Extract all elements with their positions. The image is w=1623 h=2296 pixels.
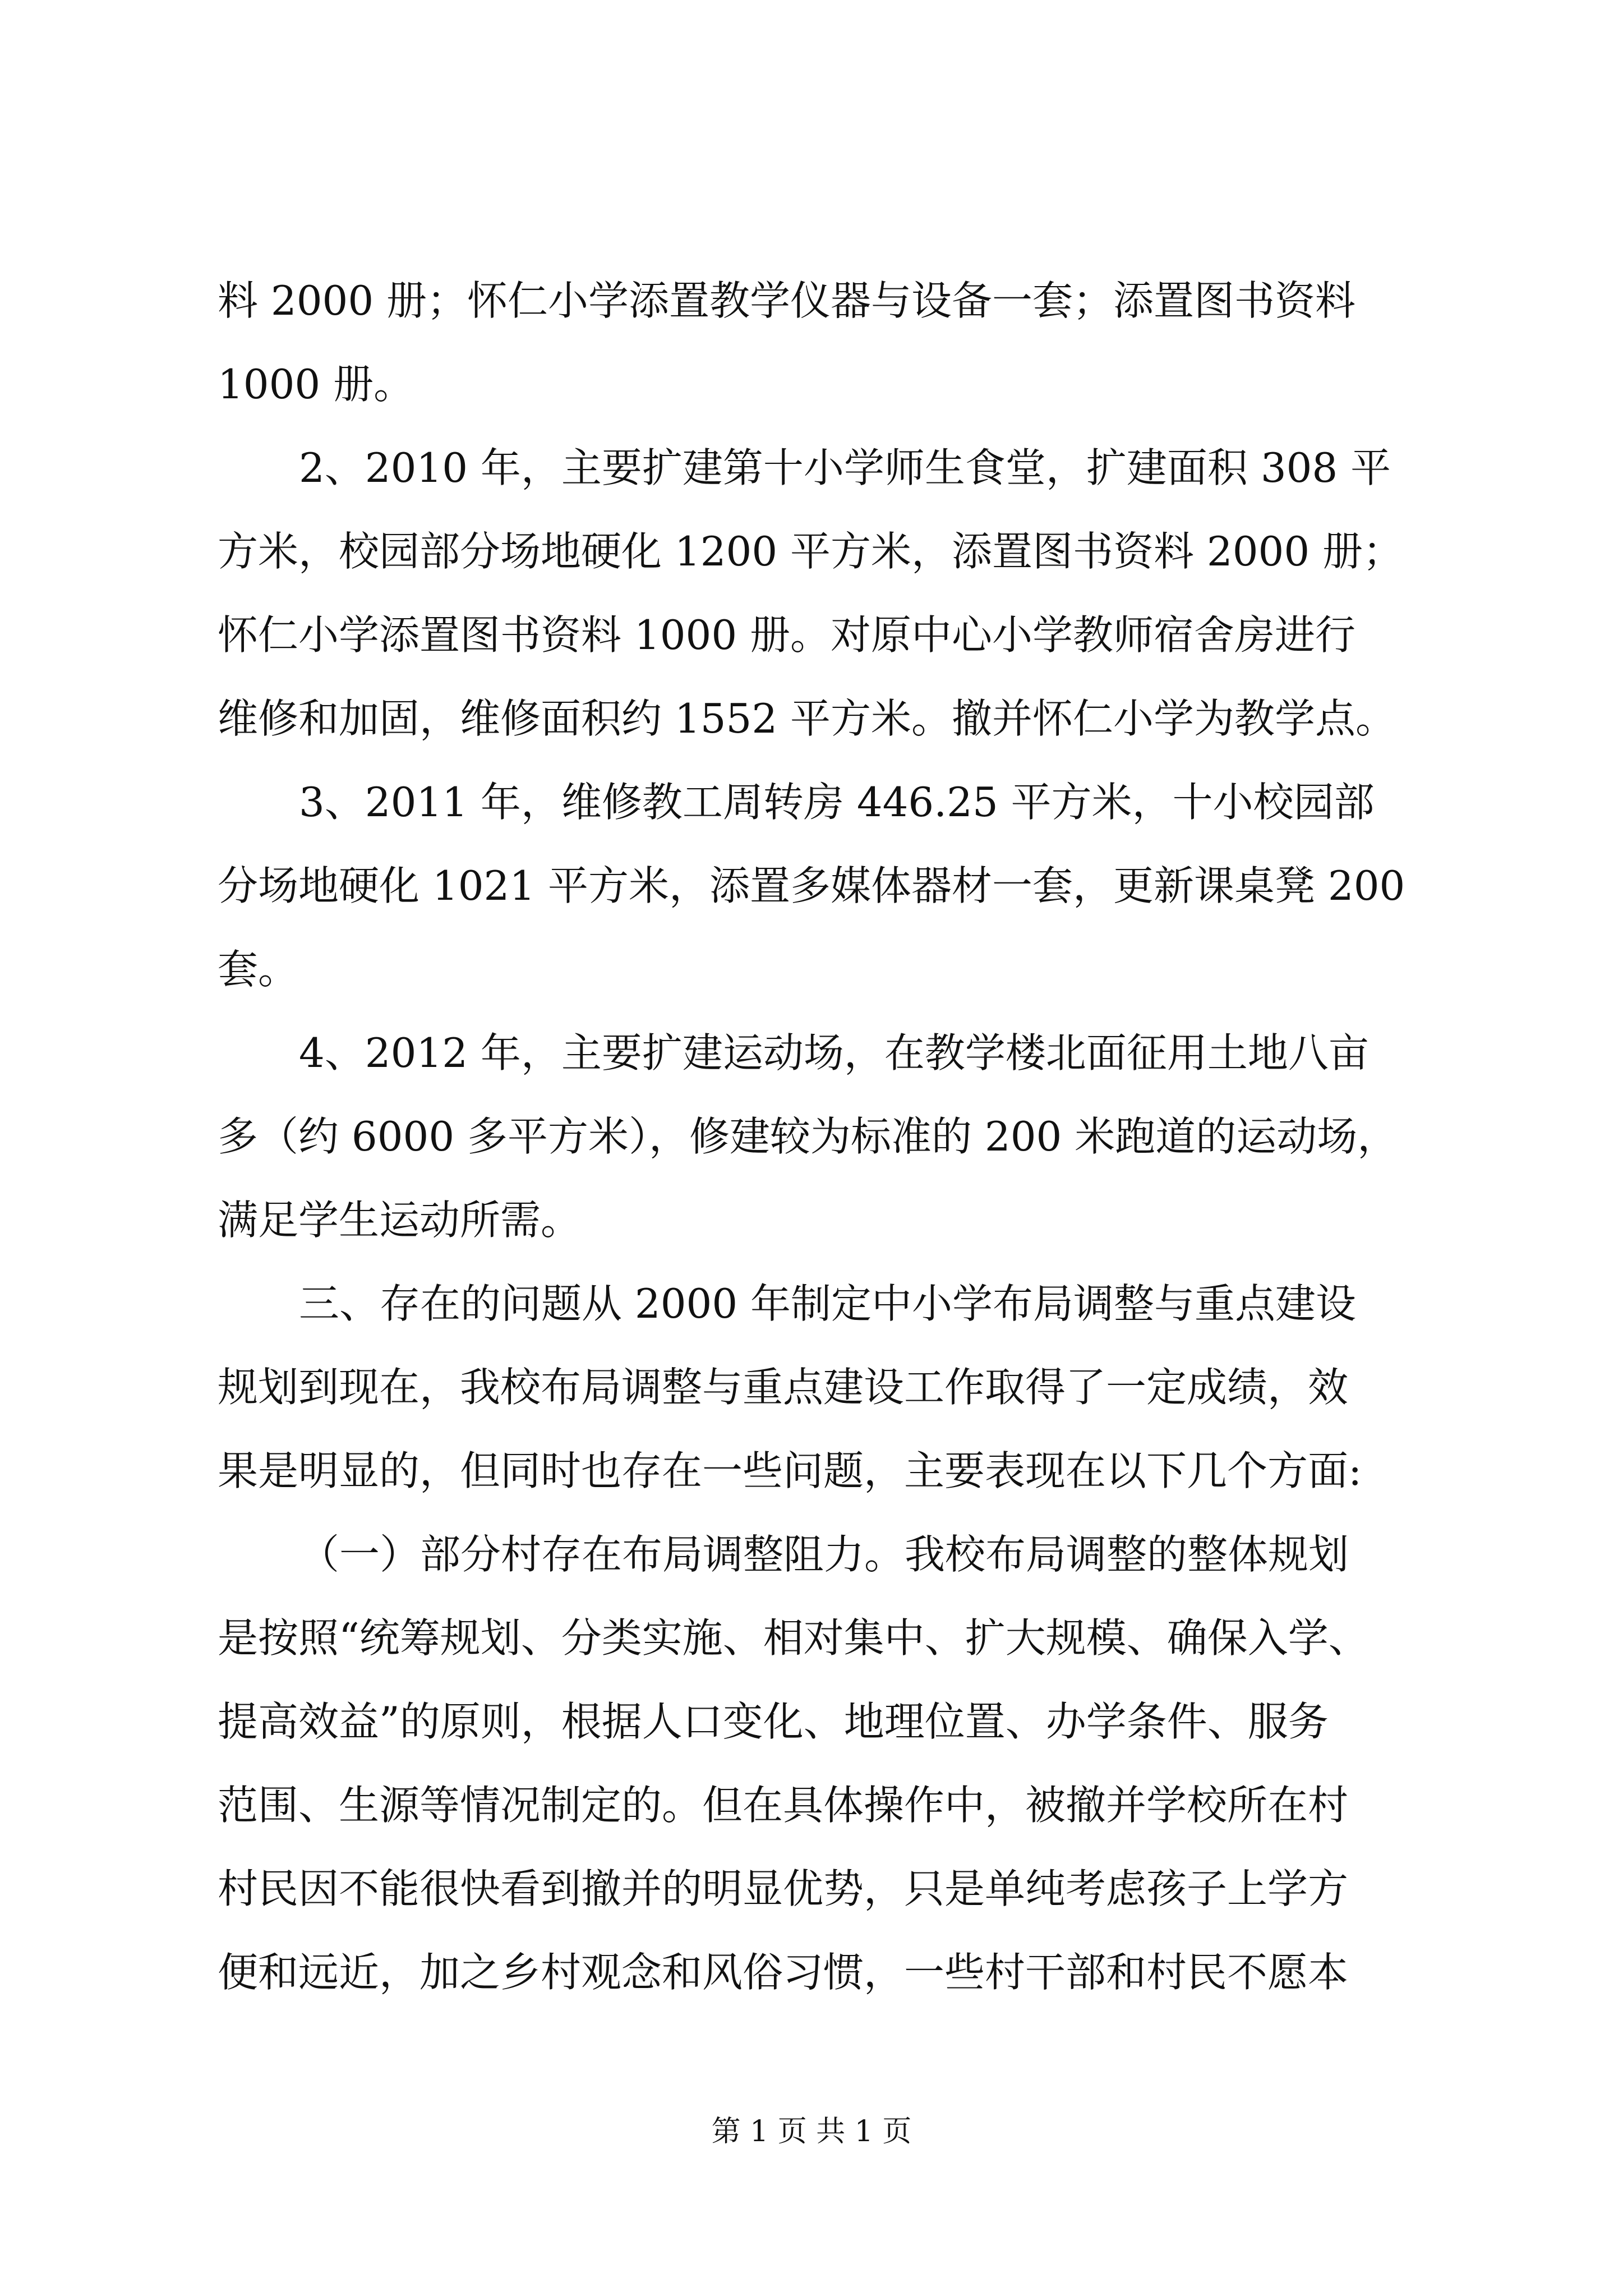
section-heading-problems: 三、存在的问题从 2000 年制定中小学布局调整与重点建设 (299, 1280, 1357, 1327)
text-line: 是按照“统筹规划、分类实施、相对集中、扩大规模、确保入学、 (218, 1614, 1369, 1662)
page-footer: 第 1 页 共 1 页 (711, 2115, 912, 2148)
text-line: 怀仁小学添置图书资料 1000 册。对原中心小学教师宿舍房进行 (218, 611, 1356, 659)
text-line: 范围、生源等情况制定的。但在具体操作中，被撤并学校所在村 (218, 1782, 1349, 1829)
text-line: 多（约 6000 多平方米），修建较为标准的 200 米跑道的运动场， (218, 1113, 1398, 1160)
text-line: 维修和加固，维修面积约 1552 平方米。撤并怀仁小学为教学点。 (218, 695, 1396, 742)
paragraph-problem-1: （一）部分村存在布局调整阻力。我校布局调整的整体规划 (299, 1531, 1349, 1578)
text-line: 分场地硬化 1021 平方米，添置多媒体器材一套，更新课桌凳 200 (218, 862, 1405, 909)
text-line: 村民因不能很快看到撤并的明显优势，只是单纯考虑孩子上学方 (218, 1865, 1349, 1912)
text-line: 1000 册。 (218, 361, 414, 408)
text-line: 提高效益”的原则，根据人口变化、地理位置、办学条件、服务 (218, 1698, 1329, 1745)
paragraph-2011: 3、2011 年，维修教工周转房 446.25 平方米，十小校园部 (299, 779, 1375, 826)
text-line: 方米，校园部分场地硬化 1200 平方米，添置图书资料 2000 册； (218, 528, 1404, 575)
text-line: 满足学生运动所需。 (218, 1197, 582, 1244)
paragraph-2012: 4、2012 年，主要扩建运动场，在教学楼北面征用土地八亩 (299, 1029, 1369, 1076)
text-line: 便和远近，加之乡村观念和风俗习惯，一些村干部和村民不愿本 (218, 1949, 1349, 1996)
paragraph-2010: 2、2010 年，主要扩建第十小学师生食堂，扩建面积 308 平 (299, 444, 1391, 491)
text-line: 料 2000 册；怀仁小学添置教学仪器与设备一套；添置图书资料 (218, 277, 1356, 324)
text-line: 套。 (218, 946, 299, 993)
text-line: 果是明显的，但同时也存在一些问题，主要表现在以下几个方面: (218, 1447, 1362, 1494)
text-line: 规划到现在，我校布局调整与重点建设工作取得了一定成绩，效 (218, 1364, 1349, 1411)
document-body (218, 259, 1423, 2014)
